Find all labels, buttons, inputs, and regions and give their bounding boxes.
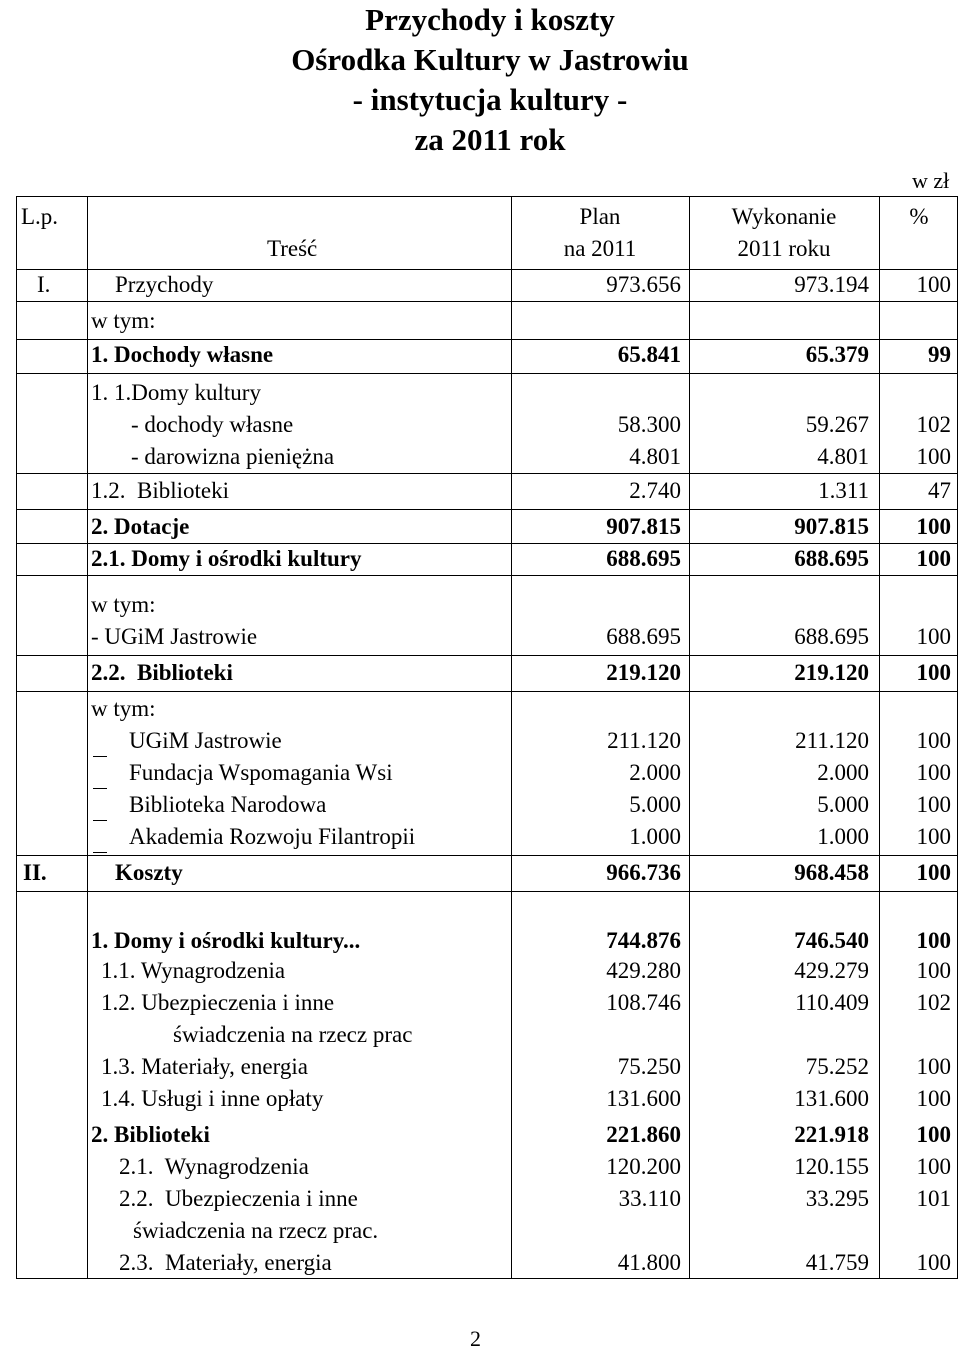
title-line-4: za 2011 rok (414, 122, 566, 157)
row-plan: 65.841 (617, 342, 681, 367)
row-wykonanie: 5.000 (817, 792, 869, 817)
dash-bullet (93, 852, 107, 853)
row-wykonanie: 110.409 (795, 990, 869, 1015)
row-label: Biblioteka Narodowa (129, 792, 327, 817)
row-plan: 58.300 (617, 412, 681, 437)
row-wykonanie: 968.458 (794, 860, 869, 885)
dash-bullet (93, 820, 107, 821)
row-wykonanie: 41.759 (805, 1250, 869, 1275)
row-label: UGiM Jastrowie (129, 728, 282, 753)
header-plan-2: na 2011 (563, 236, 637, 261)
row-plan: 688.695 (606, 546, 681, 571)
row-label: w tym: (91, 308, 156, 333)
row-wykonanie: 2.000 (817, 760, 869, 785)
row-percent: 100 (916, 514, 951, 539)
column-divider (689, 197, 690, 1278)
row-divider (17, 655, 957, 656)
row-plan: 131.600 (606, 1086, 681, 1111)
row-label: 1.2. Biblioteki (91, 478, 229, 503)
row-percent: 100 (916, 958, 951, 983)
row-plan: 1.000 (629, 824, 681, 849)
row-plan: 108.746 (606, 990, 681, 1015)
row-label: świadczenia na rzecz prac. (133, 1218, 379, 1243)
row-plan: 120.200 (606, 1154, 681, 1179)
column-divider (87, 197, 88, 1278)
row-divider (17, 891, 957, 892)
row-wykonanie: 688.695 (794, 624, 869, 649)
row-wykonanie: 907.815 (794, 514, 869, 539)
header-tresc: Treść (267, 236, 318, 261)
row-plan: 907.815 (606, 514, 681, 539)
row-wykonanie: 33.295 (805, 1186, 869, 1211)
row-label: Przychody (115, 272, 214, 297)
page-number: 2 (470, 1326, 481, 1351)
row-percent: 100 (916, 860, 951, 885)
row-plan: 75.250 (617, 1054, 681, 1079)
row-label: 1. Dochody własne (91, 342, 274, 367)
row-label: - UGiM Jastrowie (91, 624, 258, 649)
row-percent: 100 (916, 1054, 951, 1079)
row-percent: 100 (916, 624, 951, 649)
row-label: 1.3. Materiały, energia (101, 1054, 308, 1079)
row-percent: 100 (916, 1122, 951, 1147)
header-lp: L.p. (21, 204, 59, 229)
header-percent: % (909, 204, 929, 229)
row-plan: 429.280 (606, 958, 681, 983)
row-plan: 2.000 (629, 760, 681, 785)
row-lp: II. (23, 860, 47, 885)
row-plan: 219.120 (606, 660, 681, 685)
row-wykonanie: 1.000 (817, 824, 869, 849)
row-percent: 100 (916, 272, 951, 297)
row-divider (17, 855, 957, 856)
row-wykonanie: 131.600 (794, 1086, 869, 1111)
row-plan: 211.120 (607, 728, 681, 753)
row-percent: 100 (916, 928, 951, 953)
row-plan: 688.695 (606, 624, 681, 649)
row-plan: 221.860 (606, 1122, 681, 1147)
row-wykonanie: 219.120 (794, 660, 869, 685)
row-label: - darowizna pieniężna (131, 444, 335, 469)
row-label: 2.2. Ubezpieczenia i inne (119, 1186, 358, 1211)
row-wykonanie: 688.695 (794, 546, 869, 571)
row-lp: I. (37, 272, 51, 297)
dash-bullet (93, 788, 107, 789)
row-label: 1.2. Ubezpieczenia i inne (101, 990, 335, 1015)
row-percent: 102 (916, 412, 951, 437)
row-percent: 102 (916, 990, 951, 1015)
row-wykonanie: 746.540 (794, 928, 869, 953)
currency-unit: w zł (912, 168, 950, 193)
row-percent: 100 (916, 728, 951, 753)
row-percent: 100 (916, 1250, 951, 1275)
row-percent: 101 (916, 1186, 951, 1211)
row-divider (17, 575, 957, 576)
row-percent: 100 (916, 760, 951, 785)
row-label: 2.1. Domy i ośrodki kultury (91, 546, 362, 571)
row-percent: 100 (916, 1086, 951, 1111)
row-wykonanie: 59.267 (805, 412, 869, 437)
row-wykonanie: 1.311 (818, 478, 869, 503)
row-divider (17, 691, 957, 692)
row-label: 2.3. Materiały, energia (119, 1250, 332, 1275)
row-label: - dochody własne (131, 412, 294, 437)
row-wykonanie: 221.918 (794, 1122, 869, 1147)
row-wykonanie: 973.194 (794, 272, 869, 297)
title-line-1: Przychody i koszty (365, 2, 615, 37)
header-plan-1: Plan (579, 204, 621, 229)
row-label: 2.2. Biblioteki (91, 660, 233, 685)
row-wykonanie: 65.379 (805, 342, 869, 367)
row-label: Akademia Rozwoju Filantropii (129, 824, 416, 849)
dash-bullet (93, 756, 107, 757)
row-percent: 100 (916, 660, 951, 685)
row-plan: 966.736 (606, 860, 681, 885)
row-plan: 744.876 (606, 928, 681, 953)
row-divider (17, 509, 957, 510)
row-divider (17, 473, 957, 474)
column-divider (879, 197, 880, 1278)
row-wykonanie: 211.120 (795, 728, 869, 753)
column-divider (511, 197, 512, 1278)
row-plan: 2.740 (629, 478, 681, 503)
header-wykonanie-1: Wykonanie (731, 204, 837, 229)
row-percent: 100 (916, 824, 951, 849)
row-label: 2. Biblioteki (91, 1122, 210, 1147)
row-divider (17, 301, 957, 302)
row-percent: 100 (916, 546, 951, 571)
row-plan: 5.000 (629, 792, 681, 817)
document-title (0, 0, 960, 160)
row-percent: 100 (916, 792, 951, 817)
row-label: 1. 1.Domy kultury (91, 380, 261, 405)
row-wykonanie: 429.279 (794, 958, 869, 983)
row-percent: 100 (916, 1154, 951, 1179)
row-percent: 47 (928, 478, 951, 503)
row-label: 2. Dotacje (91, 514, 190, 539)
title-line-2: Ośrodka Kultury w Jastrowiu (291, 42, 689, 77)
row-percent: 100 (916, 444, 951, 469)
title-line-3: - instytucja kultury - (352, 82, 628, 117)
row-plan: 33.110 (618, 1186, 681, 1211)
row-label: w tym: (91, 592, 156, 617)
row-label: 1.4. Usługi i inne opłaty (101, 1086, 324, 1111)
row-label: 1. Domy i ośrodki kultury... (91, 928, 361, 953)
row-wykonanie: 4.801 (817, 444, 869, 469)
row-percent: 99 (928, 342, 951, 367)
budget-table (16, 196, 958, 1279)
row-label: Fundacja Wspomagania Wsi (129, 760, 393, 785)
row-wykonanie: 120.155 (794, 1154, 869, 1179)
header-wykonanie-2: 2011 roku (737, 236, 831, 261)
row-label: 2.1. Wynagrodzenia (119, 1154, 309, 1179)
row-label: 1.1. Wynagrodzenia (101, 958, 286, 983)
row-label: w tym: (91, 696, 156, 721)
row-label: świadczenia na rzecz prac (173, 1022, 413, 1047)
row-label: Koszty (115, 860, 183, 885)
row-divider (17, 373, 957, 374)
row-wykonanie: 75.252 (805, 1054, 869, 1079)
row-plan: 4.801 (629, 444, 681, 469)
row-plan: 41.800 (617, 1250, 681, 1275)
row-plan: 973.656 (606, 272, 681, 297)
